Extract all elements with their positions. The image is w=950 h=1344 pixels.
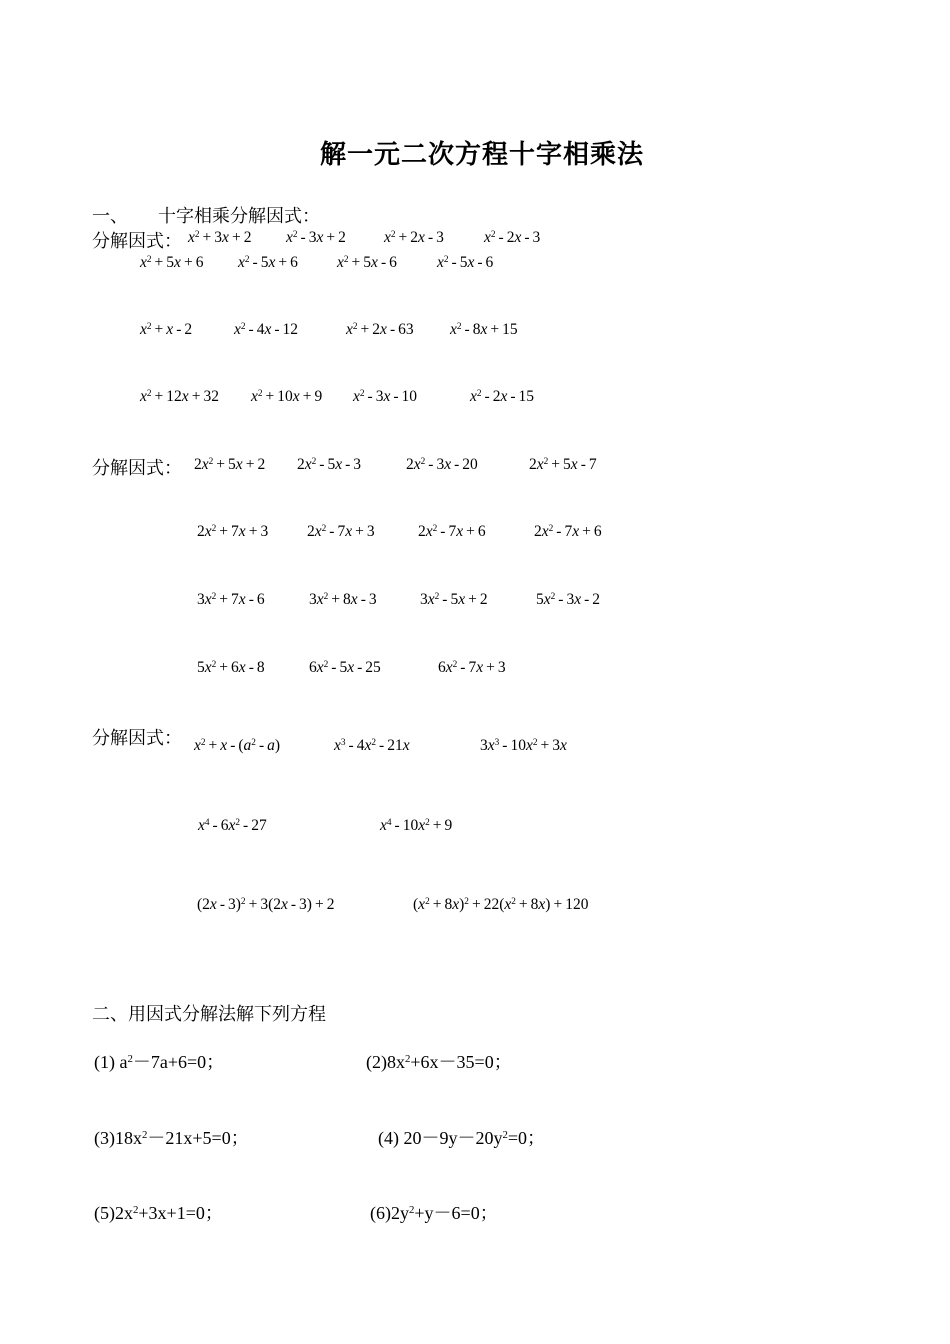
equation-problem-3: $(3)18x^2-21x+5=0$； <box>94 1128 249 1148</box>
math-expression-a14: $x^2 + 10x + 9$ <box>251 388 323 405</box>
math-expression-a2: $x^2 - 3x + 2$ <box>286 229 346 246</box>
section2-heading: 二、用因式分解法解下列方程 <box>92 1004 326 1024</box>
math-expression-b6: $2x^2 - 7x + 3$ <box>307 523 375 540</box>
math-expression-a10: $x^2 - 4x - 12$ <box>234 321 299 338</box>
math-expression-a15: $x^2 - 3x - 10$ <box>353 388 418 405</box>
math-expression-b14: $6x^2 - 5x - 25$ <box>309 659 381 676</box>
math-expression-c3: $3x^3 - 10x^2 + 3x$ <box>480 737 567 754</box>
equation-problem-5: $(5)2x^2+3x+1=0$； <box>94 1203 223 1223</box>
math-expression-b10: $3x^2 + 8x - 3$ <box>309 591 377 608</box>
math-expression-a8: $x^2 - 5x - 6$ <box>437 254 494 271</box>
math-expression-c1: $x^2 + x - (a^2 - a)$ <box>194 737 281 754</box>
page-title: 解一元二次方程十字相乘法 <box>320 140 645 169</box>
math-expression-a12: $x^2 - 8x + 15$ <box>450 321 518 338</box>
math-expression-a9: $x^2 + x - 2$ <box>140 321 193 338</box>
math-expression-a1: $x^2 + 3x + 2$ <box>188 229 252 246</box>
math-expression-a11: $x^2 + 2x - 63$ <box>346 321 414 338</box>
math-expression-c4: $x^4 - 6x^2 - 27$ <box>198 817 267 834</box>
math-expression-a13: $x^2 + 12x + 32$ <box>140 388 219 405</box>
math-expression-a3: $x^2 + 2x - 3$ <box>384 229 444 246</box>
factor-label-c: 分解因式： <box>92 728 182 748</box>
math-expression-c7: $(x^2 + 8x)^2 + 22(x^2 + 8x) + 120$ <box>413 896 589 913</box>
math-expression-b2: $2x^2 - 5x - 3$ <box>297 456 362 473</box>
math-expression-a16: $x^2 - 2x - 15$ <box>470 388 535 405</box>
section1-number: 一、 <box>92 206 128 226</box>
math-expression-b3: $2x^2 - 3x - 20$ <box>406 456 478 473</box>
equation-problem-6: $(6)2y^2+y-6=0$； <box>370 1203 498 1223</box>
equation-problem-1: (1) $a^2-7a+6=0$； <box>94 1052 225 1072</box>
math-expression-b15: $6x^2 - 7x + 3$ <box>438 659 506 676</box>
math-expression-c5: $x^4 - 10x^2 + 9$ <box>380 817 453 834</box>
equation-problem-2: $(2)8x^2+6x-35=0$； <box>366 1052 512 1072</box>
math-expression-b13: $5x^2 + 6x - 8$ <box>197 659 265 676</box>
math-expression-a6: $x^2 - 5x + 6$ <box>238 254 298 271</box>
math-expression-b7: $2x^2 - 7x + 6$ <box>418 523 486 540</box>
factor-label-b: 分解因式： <box>92 458 182 478</box>
math-expression-b8: $2x^2 - 7x + 6$ <box>534 523 602 540</box>
math-expression-a4: $x^2 - 2x - 3$ <box>484 229 541 246</box>
math-expression-b4: $2x^2 + 5x - 7$ <box>529 456 597 473</box>
math-expression-c2: $x^3 - 4x^2 - 21x$ <box>334 737 410 754</box>
math-expression-b9: $3x^2 + 7x - 6$ <box>197 591 265 608</box>
section1-heading: 十字相乘分解因式： <box>158 206 320 226</box>
math-expression-a7: $x^2 + 5x - 6$ <box>337 254 397 271</box>
math-expression-b5: $2x^2 + 7x + 3$ <box>197 523 269 540</box>
math-expression-b12: $5x^2 - 3x - 2$ <box>536 591 601 608</box>
factor-label-a: 分解因式： <box>92 231 182 251</box>
equation-problem-4: (4) $20-9y-20y^2=0$； <box>378 1128 546 1148</box>
math-expression-c6: (2x - 3)$^2$ + 3(2x - 3) + 2 <box>197 896 335 913</box>
math-expression-a5: $x^2 + 5x + 6$ <box>140 254 204 271</box>
math-expression-b1: $2x^2 + 5x + 2$ <box>194 456 266 473</box>
math-expression-b11: $3x^2 - 5x + 2$ <box>420 591 488 608</box>
